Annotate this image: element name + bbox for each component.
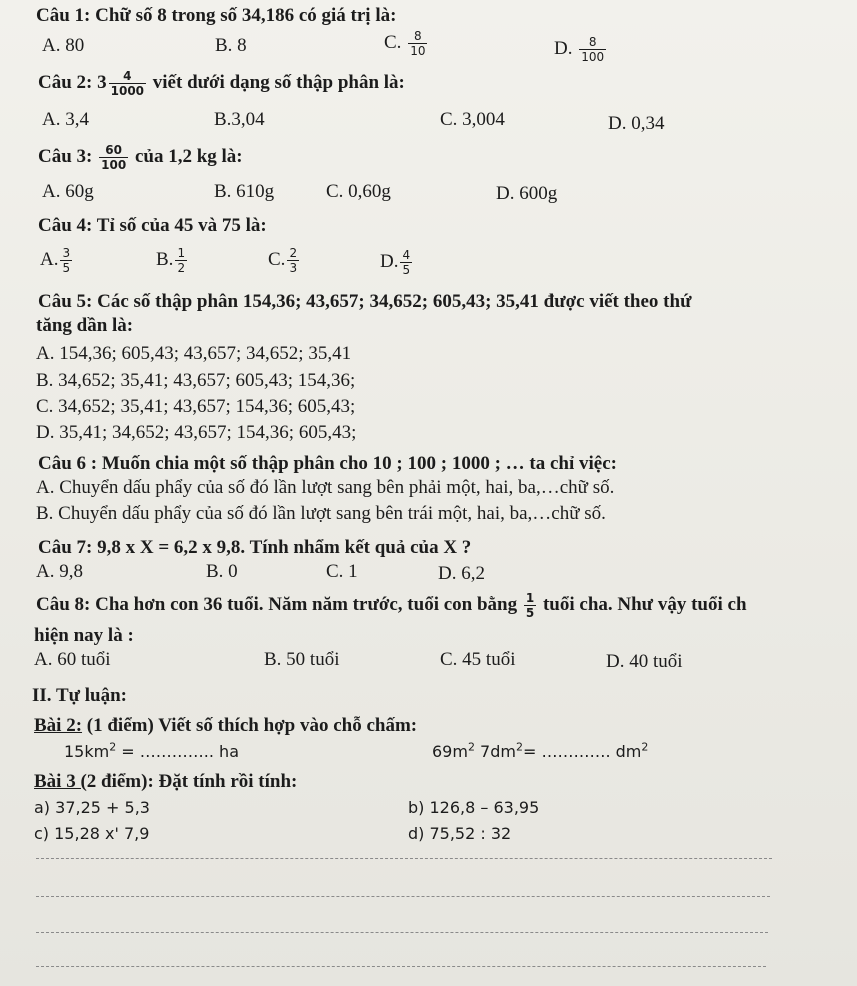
fraction-denominator: 5: [402, 263, 411, 277]
bai2-item1-value: 15km: [64, 742, 110, 761]
q8-fraction: [524, 592, 536, 619]
bai2-item1-blank: = ………….. ha: [116, 742, 239, 761]
q8-text-line2: hiện nay là :: [34, 625, 134, 646]
q4-option-a[interactable]: [40, 247, 74, 274]
q7-option-a[interactable]: A. 9,8: [36, 561, 83, 582]
q6-text: Muốn chia một số thập phân cho 10 ; 100 ; 1000 ; … ta chỉ việc:: [101, 453, 617, 474]
q6-question: [38, 452, 617, 476]
q4-option-c-fraction: [287, 247, 299, 274]
answer-line[interactable]: [36, 858, 772, 859]
q3-option-c[interactable]: C. 0,60g: [326, 181, 391, 202]
q2-option-b[interactable]: B.3,04: [214, 109, 265, 130]
bai3-item-a[interactable]: a) 37,25 + 5,3: [34, 798, 150, 817]
q8-option-a[interactable]: A. 60 tuổi: [34, 649, 111, 670]
q1-option-c-fraction: [408, 30, 427, 57]
answer-line[interactable]: [36, 932, 768, 933]
q1-option-c[interactable]: [384, 30, 429, 57]
part2-title: II. Tự luận:: [32, 685, 128, 706]
bai3-question: [34, 770, 297, 794]
q7-text: 9,8 x X = 6,2 x 9,8. Tính nhẩm kết quả của X ?: [97, 537, 472, 558]
fraction-denominator: 10: [410, 44, 426, 58]
bai2-label: Bài 2:: [34, 715, 83, 736]
fraction-denominator: 5: [62, 261, 71, 275]
q6-label: Câu 6 :: [38, 453, 98, 474]
fraction-numerator: 60: [99, 144, 128, 158]
fraction-numerator: 1: [177, 246, 186, 260]
q1-option-d-prefix: D.: [554, 37, 573, 59]
q3-label: Câu 3:: [38, 145, 93, 167]
bai2-item2-blank: = …………. dm: [522, 742, 642, 761]
q4-option-d-fraction: [400, 249, 412, 276]
fraction-denominator: 2: [177, 261, 186, 275]
q8-text-line1: Cha hơn con 36 tuổi. Năm năm trước, tuổi con bằng: [95, 593, 518, 615]
q1-option-d-fraction: [579, 36, 606, 63]
fraction-numerator: 4: [402, 248, 411, 262]
bai2-item2-exponent1: 2: [467, 740, 475, 754]
q5-text-line1: Các số thập phân 154,36; 43,657; 34,652; 605,43; 35,41 được viết theo thứ: [97, 291, 692, 312]
q5-option-a[interactable]: A. 154,36; 605,43; 43,657; 34,652; 35,41: [36, 343, 352, 364]
q1-option-c-prefix: C.: [384, 31, 402, 53]
q8-text-line1-end: tuổi cha. Như vậy tuổi ch: [542, 593, 747, 615]
q4-question: [38, 214, 267, 238]
bai2-item2[interactable]: [432, 740, 648, 764]
bai3-item-b[interactable]: b) 126,8 – 63,95: [408, 798, 540, 817]
q4-option-c[interactable]: [268, 247, 301, 274]
q1-text: Chữ số 8 trong số 34,186 có giá trị là:: [95, 5, 397, 26]
bai2-item1-exponent: 2: [109, 740, 117, 754]
bai2-question: [34, 714, 417, 738]
fraction-denominator: 100: [101, 158, 127, 172]
q8-option-b[interactable]: B. 50 tuổi: [264, 649, 340, 670]
q4-option-d-prefix: D.: [380, 250, 399, 272]
q6-option-a[interactable]: A. Chuyển dấu phẩy của số đó lần lượt sang bên phải một, hai, ba,…chữ số.: [36, 477, 615, 498]
bai2-text: (1 điểm) Viết số thích hợp vào chỗ chấm:: [86, 715, 418, 736]
q4-option-b[interactable]: [156, 247, 189, 274]
fraction-denominator: 1000: [110, 84, 145, 98]
q8-option-c[interactable]: C. 45 tuổi: [440, 649, 516, 670]
q1-option-a[interactable]: A. 80: [42, 35, 85, 56]
fraction-numerator: 2: [289, 246, 298, 260]
q6-option-b[interactable]: B. Chuyển dấu phẩy của số đó lần lượt sang bên trái một, hai, ba,…chữ số.: [36, 503, 606, 524]
bai2-item2-exponent3: 2: [641, 740, 649, 754]
q3-fraction: [99, 144, 128, 171]
q4-option-b-prefix: B.: [156, 248, 174, 270]
q5-option-d[interactable]: D. 35,41; 34,652; 43,657; 154,36; 605,43;: [36, 422, 357, 443]
q4-option-d[interactable]: [380, 249, 414, 276]
fraction-numerator: 8: [408, 30, 427, 44]
q8-label: Câu 8:: [36, 593, 91, 615]
q3-question: [38, 144, 243, 171]
q3-option-d[interactable]: D. 600g: [496, 183, 558, 204]
q4-label: Câu 4:: [38, 215, 93, 236]
bai3-label: Bài 3 (: [34, 771, 87, 792]
q5-label: Câu 5:: [38, 291, 93, 312]
q7-option-c[interactable]: C. 1: [326, 561, 358, 582]
q2-text: viết dưới dạng số thập phân là:: [152, 71, 405, 93]
q2-label: Câu 2:: [38, 71, 93, 93]
q8-question: [36, 592, 747, 619]
fraction-numerator: 1: [525, 591, 535, 605]
q4-text: Tỉ số của 45 và 75 là:: [96, 215, 267, 236]
q4-option-c-prefix: C.: [268, 248, 286, 270]
q2-option-a[interactable]: A. 3,4: [42, 109, 89, 130]
bai2-item2-exponent2: 2: [515, 740, 523, 754]
fraction-denominator: 5: [525, 606, 535, 620]
bai3-item-c[interactable]: c) 15,28 x' 7,9: [34, 824, 150, 843]
q7-option-b[interactable]: B. 0: [206, 561, 238, 582]
q5-option-b[interactable]: B. 34,652; 35,41; 43,657; 605,43; 154,36;: [36, 370, 356, 391]
q2-fraction: [109, 70, 146, 97]
bai2-item2-value: 69m: [432, 742, 468, 761]
q2-option-c[interactable]: C. 3,004: [440, 109, 505, 130]
q1-option-d[interactable]: [554, 36, 608, 63]
q1-question: [36, 4, 396, 28]
q8-option-d[interactable]: D. 40 tuổi: [606, 651, 683, 672]
q3-text: của 1,2 kg là:: [134, 145, 243, 167]
fraction-numerator: 4: [109, 70, 146, 84]
q2-mixed-whole: 3: [97, 71, 107, 93]
fraction-denominator: 100: [581, 50, 605, 64]
q4-option-b-fraction: [175, 247, 187, 274]
q1-option-b[interactable]: B. 8: [215, 35, 247, 56]
q1-label: Câu 1:: [36, 5, 91, 26]
fraction-numerator: 3: [62, 246, 71, 260]
bai2-item2-dm: 7dm: [474, 742, 516, 761]
answer-line[interactable]: [36, 896, 770, 897]
q7-question: [38, 536, 471, 560]
q4-option-a-prefix: A.: [40, 248, 59, 270]
answer-line[interactable]: [36, 966, 766, 967]
q5-option-c[interactable]: C. 34,652; 35,41; 43,657; 154,36; 605,43;: [36, 396, 356, 417]
q7-option-d[interactable]: D. 6,2: [438, 563, 485, 584]
q3-option-b[interactable]: B. 610g: [214, 181, 275, 202]
bai3-text: 2 điểm): Đặt tính rồi tính:: [86, 771, 298, 792]
q3-option-a[interactable]: A. 60g: [42, 181, 94, 202]
fraction-numerator: 8: [579, 36, 606, 50]
q4-option-a-fraction: [60, 247, 72, 274]
bai2-item1[interactable]: [64, 740, 239, 764]
q5-text-line2: tăng dần là:: [36, 315, 134, 336]
q2-question: [38, 70, 405, 97]
bai3-item-d[interactable]: d) 75,52 : 32: [408, 824, 512, 843]
q2-option-d[interactable]: D. 0,34: [608, 113, 665, 134]
fraction-denominator: 3: [289, 261, 298, 275]
q5-question: [38, 290, 691, 314]
q7-label: Câu 7:: [38, 537, 93, 558]
